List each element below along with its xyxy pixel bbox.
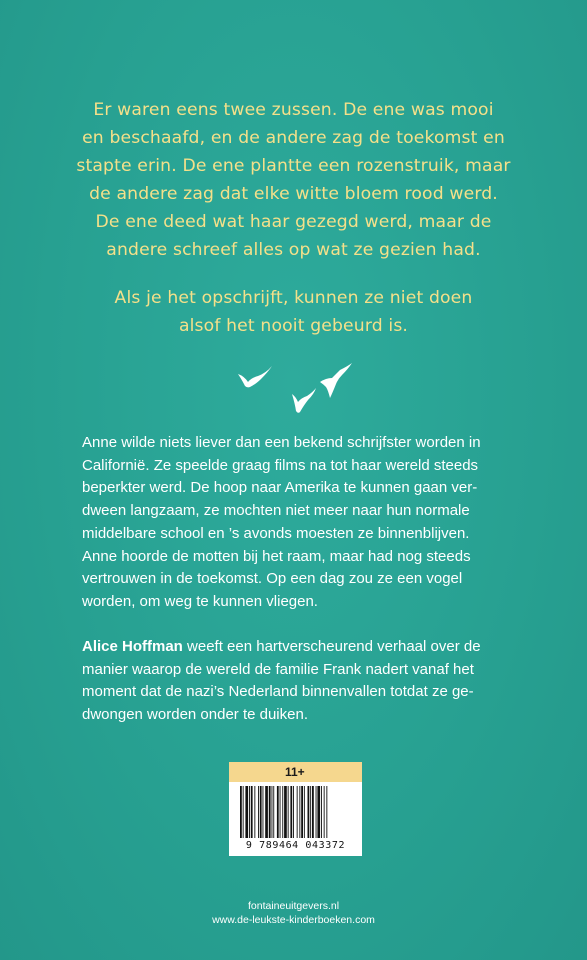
blurb-line: De ene deed wat haar gezegd werd, maar de — [95, 212, 492, 232]
publisher-website[interactable]: fontaineuitgevers.nl — [247, 900, 340, 912]
barcode-bar — [299, 786, 300, 838]
blurb-line: alsof het nooit gebeurd is. — [178, 316, 409, 336]
story-line: dween langzaam, ze mochten niet meer naar hun normale — [82, 502, 470, 520]
blurb-paragraph-1 — [70, 96, 517, 264]
bird-icon — [292, 388, 316, 413]
barcode-bar — [280, 786, 281, 838]
bird-icon — [238, 366, 272, 387]
about-line-rest: weeft een hartverscheurend verhaal over de — [182, 638, 481, 655]
barcode-bar — [326, 786, 327, 838]
bird-icon — [320, 363, 352, 398]
barcode-bar — [288, 786, 289, 838]
barcode-bar — [272, 786, 273, 838]
isbn-number: 9 789464 043372 — [245, 840, 346, 851]
barcode-bar — [308, 786, 310, 838]
barcode-bar — [321, 786, 322, 838]
age-label: 11+ — [285, 765, 305, 779]
barcode-bar — [312, 786, 314, 838]
barcode-bar — [254, 786, 255, 838]
birds-icon — [228, 360, 356, 420]
blurb-line: stapte erin. De ene plantte een rozenstruik, maar — [76, 156, 511, 176]
age-band — [229, 762, 362, 782]
barcode-bar — [324, 786, 325, 838]
story-line: middelbare school en ’s avonds moesten ze binnenblijven. — [82, 524, 470, 542]
story-line: worden, om weg te kunnen vliegen. — [82, 592, 318, 610]
barcode-bar — [297, 786, 298, 838]
story-paragraph — [82, 432, 512, 614]
barcode-bar — [263, 786, 264, 838]
barcode-bar — [293, 786, 294, 838]
blurb-line: en beschaafd, en de andere zag de toekomst en — [82, 128, 505, 148]
barcode-bar — [310, 786, 311, 838]
about-line: dwongen worden onder te duiken. — [82, 706, 308, 724]
about-line: moment dat de nazi’s Nederland binnenvallen totdat ze ge- — [82, 683, 474, 701]
barcode-bar — [260, 786, 262, 838]
barcode-bar — [282, 786, 283, 838]
barcode-bar — [243, 786, 244, 838]
barcode-bar — [245, 786, 248, 838]
story-line: Anne wilde niets liever dan een bekend schrijfster worden in — [82, 434, 481, 451]
blurb-line: andere schreef alles op wat ze gezien had. — [106, 240, 481, 260]
barcode-bar — [273, 786, 274, 838]
about-line — [82, 636, 512, 659]
author-name: Alice Hoffman — [82, 638, 183, 655]
barcode-bar — [316, 786, 317, 838]
barcode-bar — [265, 786, 268, 838]
story-line: Californië. Ze speelde graag films na tot haar wereld steeds — [82, 456, 479, 474]
blurb-line: de andere zag dat elke witte bloem rood werd. — [89, 184, 498, 204]
barcode-icon — [240, 786, 354, 838]
barcode-bar — [301, 786, 303, 838]
blurb-line: Als je het opschrijft, kunnen ze niet doen — [114, 288, 473, 308]
barcode-bar — [304, 786, 305, 838]
barcode-bar — [317, 786, 320, 838]
barcode-bar — [258, 786, 259, 838]
about-paragraph — [82, 636, 512, 727]
blurb-paragraph-2 — [70, 284, 517, 340]
blurb-line: Er waren eens twee zussen. De ene was mooi — [93, 100, 494, 120]
about-line: manier waarop de wereld de familie Frank nadert vanaf het — [82, 660, 474, 678]
story-line: beperkter werd. De hoop naar Amerika te kunnen gaan ver- — [82, 479, 478, 497]
books-website[interactable]: www.de-leukste-kinderboeken.com — [212, 914, 375, 926]
barcode-bar — [251, 786, 253, 838]
barcode-bar — [249, 786, 250, 838]
barcode-bar — [269, 786, 271, 838]
barcode-bar — [284, 786, 287, 838]
barcode-bar — [240, 786, 242, 838]
barcode-bar — [277, 786, 279, 838]
barcode-bar — [290, 786, 292, 838]
story-line: Anne hoorde de motten bij het raam, maar had nog steeds — [82, 547, 471, 565]
story-line: vertrouwen in de toekomst. Op een dag zou ze een vogel — [82, 570, 463, 588]
barcode-box — [229, 762, 362, 856]
